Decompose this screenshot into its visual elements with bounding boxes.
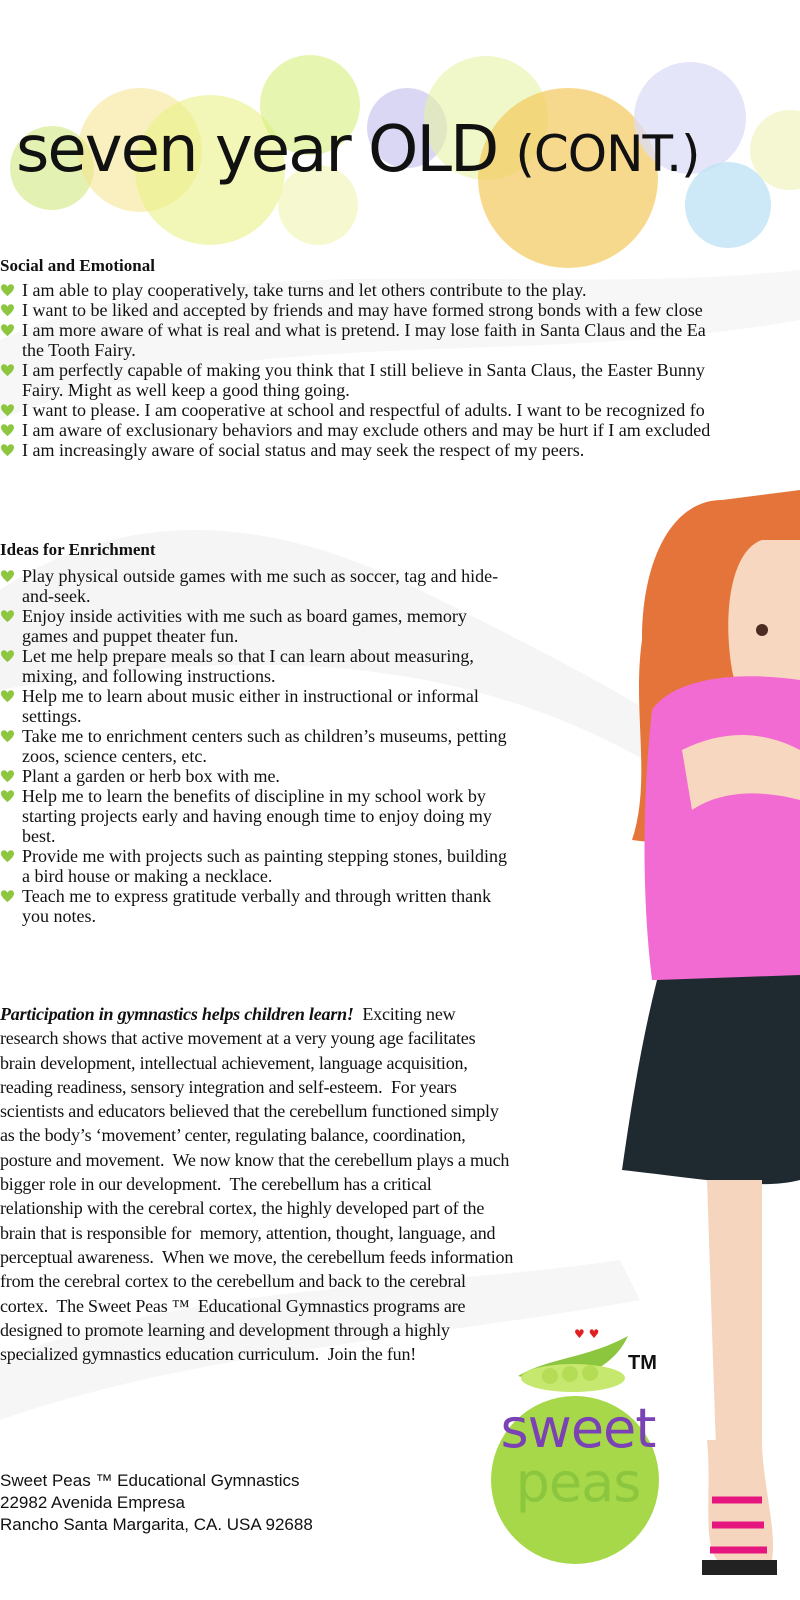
- participation-line: research shows that active movement at a very young age facilitates: [0, 1028, 476, 1049]
- address-line-city: Rancho Santa Margarita, CA. USA 92688: [0, 1515, 313, 1534]
- participation-line: from the cerebral cortex to the cerebellum and back to the cerebral: [0, 1271, 466, 1292]
- heart-bullet-icon: [0, 789, 15, 803]
- enrichment-item-line: mixing, and following instructions.: [22, 666, 276, 686]
- participation-paragraph: [0, 1002, 588, 1366]
- enrichment-item: [0, 846, 580, 886]
- social-item: [0, 300, 800, 320]
- social-item-line: Fairy. Might as well keep a good thing going.: [22, 380, 350, 400]
- enrichment-item: [0, 646, 580, 686]
- participation-line: perceptual awareness. When we move, the cerebellum feeds information: [0, 1246, 514, 1267]
- social-emotional-heading: Social and Emotional: [0, 256, 155, 275]
- social-item-line: I am increasingly aware of social status and may seek the respect of my peers.: [22, 440, 585, 460]
- heart-bullet-icon: [0, 849, 15, 863]
- logo-word-sweet: sweet: [500, 1397, 656, 1460]
- enrichment-item-line: Let me help prepare meals so that I can learn about measuring,: [22, 646, 474, 666]
- heart-bullet-icon: [0, 569, 15, 583]
- trademark-symbol: TM: [628, 1352, 657, 1374]
- enrichment-list: [0, 566, 580, 926]
- enrichment-item-line: Plant a garden or herb box with me.: [22, 766, 280, 786]
- participation-line: reading readiness, sensory integration and self-esteem. For years: [0, 1076, 457, 1097]
- participation-lead: Participation in gymnastics helps children learn!: [0, 1004, 354, 1024]
- participation-line: bigger role in our development. The cerebellum has a critical: [0, 1174, 432, 1195]
- heart-bullet-icon: [0, 769, 15, 783]
- social-item-line: I want to be liked and accepted by friends and may have formed strong bonds with a few close: [22, 300, 703, 320]
- heart-bullet-icon: [0, 363, 15, 377]
- participation-line: scientists and educators believed that the cerebellum functioned simply: [0, 1101, 499, 1122]
- enrichment-item-line: Enjoy inside activities with me such as board games, memory: [22, 606, 467, 626]
- enrichment-item: [0, 566, 580, 606]
- social-item-line: I want to please. I am cooperative at school and respectful of adults. I want to be recognized fo: [22, 400, 705, 420]
- enrichment-item-line: best.: [22, 826, 56, 846]
- enrichment-item: [0, 686, 580, 726]
- social-item-line: I am able to play cooperatively, take turns and let others contribute to the play.: [22, 280, 587, 300]
- enrichment-item: [0, 726, 580, 766]
- enrichment-item-line: Play physical outside games with me such as soccer, tag and hide-: [22, 566, 499, 586]
- sweet-peas-logo: [478, 1318, 698, 1568]
- heart-bullet-icon: [0, 443, 15, 457]
- heart-bullet-icon: [0, 689, 15, 703]
- heart-bullet-icon: [0, 403, 15, 417]
- heart-bullet-icon: [0, 889, 15, 903]
- enrichment-item: [0, 886, 580, 926]
- enrichment-item-line: you notes.: [22, 906, 96, 926]
- heart-bullet-icon: [0, 729, 15, 743]
- heart-bullet-icon: [0, 303, 15, 317]
- address-line-company: Sweet Peas ™ Educational Gymnastics: [0, 1471, 300, 1490]
- enrichment-heading: Ideas for Enrichment: [0, 540, 156, 559]
- social-item: [0, 360, 800, 400]
- enrichment-item-line: Help me to learn about music either in instructional or informal: [22, 686, 479, 706]
- enrichment-item-line: and-seek.: [22, 586, 91, 606]
- social-item: [0, 440, 800, 460]
- participation-line: brain development, intellectual achievement, language acquisition,: [0, 1052, 468, 1073]
- social-item-line: the Tooth Fairy.: [22, 340, 136, 360]
- participation-line: as the body’s ‘movement’ center, regulating balance, coordination,: [0, 1125, 466, 1146]
- heart-bullet-icon: [0, 649, 15, 663]
- enrichment-item-line: starting projects early and having enough time to enjoy doing my: [22, 806, 492, 826]
- social-item: [0, 320, 800, 360]
- svg-text:♥ ♥: ♥ ♥: [574, 1327, 600, 1341]
- participation-line: specialized gymnastics education curriculum. Join the fun!: [0, 1344, 417, 1365]
- enrichment-item-line: Help me to learn the benefits of discipline in my school work by: [22, 786, 486, 806]
- social-item-line: I am perfectly capable of making you think that I still believe in Santa Claus, the Easter Bunny: [22, 360, 705, 380]
- enrichment-item-line: settings.: [22, 706, 82, 726]
- page-title-suffix: (CONT.): [515, 125, 700, 183]
- participation-line: Exciting new: [353, 1004, 456, 1024]
- page-title: [16, 113, 700, 187]
- social-item-line: I am more aware of what is real and what is pretend. I may lose faith in Santa Claus and the Ea: [22, 320, 706, 340]
- social-item-line: I am aware of exclusionary behaviors and may exclude others and may be hurt if I am excluded: [22, 420, 711, 440]
- address-block: [0, 1470, 380, 1536]
- logo-word-peas: peas: [515, 1451, 641, 1514]
- enrichment-item-line: Take me to enrichment centers such as children’s museums, petting: [22, 726, 507, 746]
- social-item: [0, 400, 800, 420]
- participation-line: designed to promote learning and development through a highly: [0, 1319, 450, 1340]
- girl-eye: [756, 624, 768, 636]
- page-title-main: seven year OLD: [16, 113, 498, 187]
- participation-line: brain that is responsible for memory, attention, thought, language, and: [0, 1222, 496, 1243]
- social-item: [0, 280, 800, 300]
- participation-body: [0, 1004, 513, 1364]
- enrichment-item: [0, 766, 580, 786]
- enrichment-item-line: a bird house or making a necklace.: [22, 866, 273, 886]
- heart-bullet-icon: [0, 609, 15, 623]
- participation-line: relationship with the cerebral cortex, the highly developed part of the: [0, 1198, 485, 1219]
- heart-bullet-icon: [0, 323, 15, 337]
- heart-bullet-icon: [0, 423, 15, 437]
- enrichment-item-line: Teach me to express gratitude verbally and through written thank: [22, 886, 492, 906]
- social-item: [0, 420, 800, 440]
- participation-line: cortex. The Sweet Peas ™ Educational Gymnastics programs are: [0, 1295, 466, 1316]
- enrichment-item: [0, 786, 580, 846]
- address-line-street: 22982 Avenida Empresa: [0, 1493, 185, 1512]
- participation-line: posture and movement. We now know that the cerebellum plays a much: [0, 1149, 510, 1170]
- enrichment-item-line: games and puppet theater fun.: [22, 626, 239, 646]
- enrichment-item-line: zoos, science centers, etc.: [22, 746, 207, 766]
- social-emotional-list: [0, 280, 800, 460]
- enrichment-item: [0, 606, 580, 646]
- heart-bullet-icon: [0, 283, 15, 297]
- enrichment-item-line: Provide me with projects such as painting stepping stones, building: [22, 846, 507, 866]
